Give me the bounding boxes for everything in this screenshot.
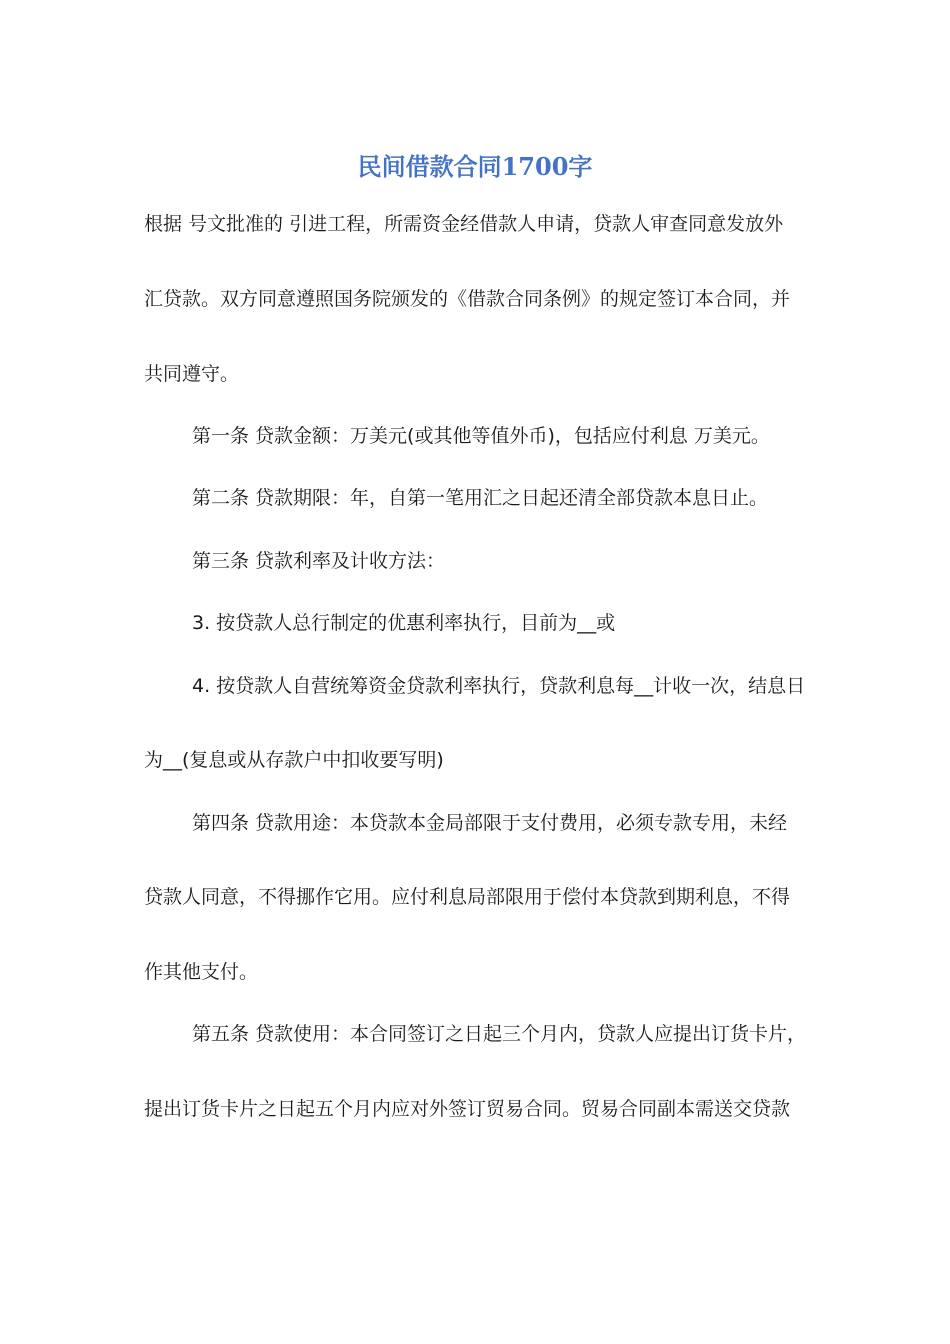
paragraph-line: 提出订货卡片之日起五个月内应对外签订贸易合同。贸易合同副本需送交贷款 <box>144 1098 791 1120</box>
paragraph-line: 根据 号文批准的 引进工程，所需资金经借款人申请，贷款人审查同意发放外 <box>144 213 784 235</box>
paragraph-line: 为__(复息或从存款户中扣收要写明) <box>144 749 444 771</box>
list-item: 4. 按贷款人自营统筹资金贷款利率执行，贷款利息每__计收一次，结息日 <box>192 675 806 697</box>
paragraph-line: 第二条 贷款期限：年，自第一笔用汇之日起还清全部贷款本息日止。 <box>192 487 769 509</box>
paragraph-line: 贷款人同意，不得挪作它用。应付利息局部限用于偿付本贷款到期利息，不得 <box>144 886 791 908</box>
paragraph-line: 第一条 贷款金额：万美元(或其他等值外币)，包括应付利息 万美元。 <box>192 425 770 447</box>
paragraph-line: 共同遵守。 <box>144 363 240 385</box>
paragraph-line: 作其他支付。 <box>144 961 259 983</box>
paragraph-line: 第四条 贷款用途：本贷款本金局部限于支付费用，必须专款专用，未经 <box>192 812 788 834</box>
paragraph-line: 第三条 贷款利率及计收方法： <box>192 550 446 572</box>
paragraph-line: 汇贷款。双方同意遵照国务院颁发的《借款合同条例》的规定签订本合同，并 <box>144 288 791 310</box>
list-item: 3. 按贷款人总行制定的优惠利率执行，目前为__或 <box>192 612 616 634</box>
paragraph-line: 第五条 贷款使用：本合同签订之日起三个月内，贷款人应提出订货卡片， <box>192 1023 807 1045</box>
document-title: 民间借款合同1700字 <box>357 152 593 181</box>
